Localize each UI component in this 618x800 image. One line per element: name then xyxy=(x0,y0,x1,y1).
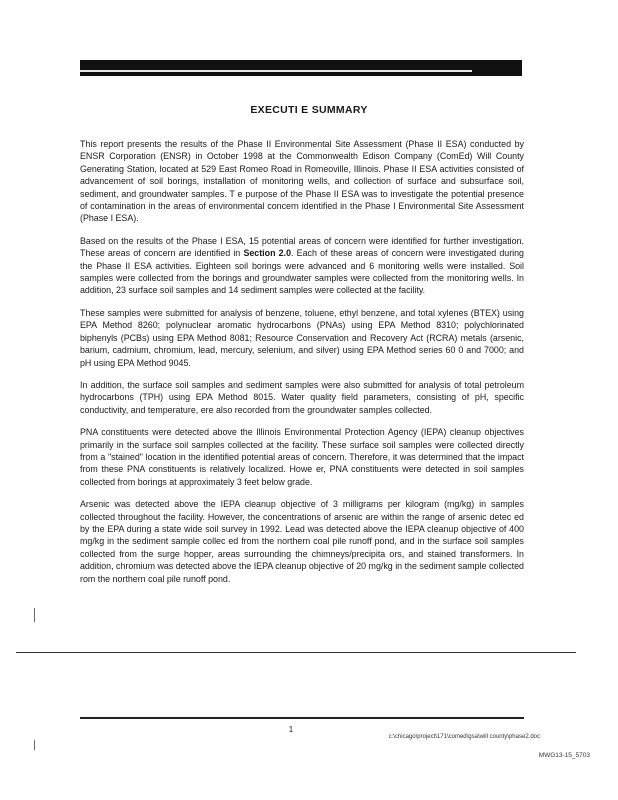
margin-mark xyxy=(34,740,35,750)
page-title: EXECUTI E SUMMARY xyxy=(250,104,368,116)
paragraph-text: . Each of these areas of concern were investigated during the Phase II ESA activities. Eighteen soil borings were advanced and 6 monitoring wells were installed. Soil samples were collected from the borings and groundwater samples were collected from the monitoring wells. In addition, 23 surface soil samples and 14 sediment samples were collected at the facility. xyxy=(80,248,524,296)
header-bar-streak xyxy=(80,70,472,72)
margin-mark xyxy=(34,608,35,622)
paragraph-text: This report presents the results of the Phase II Environmental Site Assessment (Phase II ESA) conducted by ENSR Corporation (ENSR) in October 1998 at the Commonwealth Edison Company (ComEd) Will County Generating Station, located at 529 East Romeo Road in Romeoville, Illinois. Phase II ESA activities consisted of advancement of soil borings, installation of monitoring wells, and collection of surface and subsurface soil, sediment, and groundwater samples. T e purpose of the Phase II ESA was to investigate the potential presence of contamination in the areas of environmental concern identified in the Phase I Environmental Site Assessment (Phase I ESA). xyxy=(80,139,524,224)
document-id: MWG13-15_5703 xyxy=(538,752,590,759)
paragraph-text: PNA constituents were detected above the Illinois Environmental Protection Agency (IEPA) cleanup objectives primarily in the surface soil samples collected at the facility. These surface soil samples were collected directly from a "stained" location in the identified potential areas of concern. Therefore, it was determined that the impact from these PNA constituents is relatively localized. Howe er, PNA constituents were detected in soil samples collected from borings at approximately 3 feet below grade. xyxy=(80,427,524,487)
paragraph-intro xyxy=(80,138,524,225)
footer-rule xyxy=(80,717,524,719)
top-header-bar xyxy=(80,60,522,76)
paragraph-text: In addition, the surface soil samples and sediment samples were also submitted for analysis of total petroleum hydrocarbons (TPH) using EPA Method 8015. Water quality field parameters, consisting of pH, specific conductivity, and temperature, ere also recorded from the groundwater samples collected. xyxy=(80,379,524,415)
file-path: c:\chicago\project\171\comed\gsa\will county\phase2.doc xyxy=(388,734,540,740)
paragraph-pna-results xyxy=(80,426,524,488)
paragraph-areas-of-concern xyxy=(80,235,524,297)
paragraph-text: Arsenic was detected above the IEPA cleanup objective of 3 milligrams per kilogram (mg/kg) in samples collected throughout the facility. However, the concentrations of arsenic are within the range of arsenic detec ed by the EPA during a state wide soil survey in 1992. Lead was detected above the IEPA cleanup objective of 400 mg/kg in the sediment sample collec ed from the northern coal pile runoff pond, and in the surface soil samples collected from the surge hopper, areas surrounding the chimneys/precipita ors, and stained transformers. In addition, chromium was detected above the IEPA cleanup objective of 20 mg/kg in the sediment sample collected rom the northern coal pile runoff pond. xyxy=(80,499,524,584)
paragraph-text: Based on the results of the Phase I ESA, 15 potential areas of concern were identified for further investigation. These areas of concern are identified in xyxy=(80,235,524,259)
paragraph-text: These samples were submitted for analysis of benzene, toluene, ethyl benzene, and total xylenes (BTEX) using EPA Method 8260; polynuclear aromatic hydrocarbons (PNAs) using EPA Method 8310; polychlorinated biphenyls (PCBs) using EPA Method 8081; Resource Conservation and Recovery Act (RCRA) metals (arsenic, barium, cadmium, chromium, lead, mercury, selenium, and silver) using EPA Method series 60 0 and 7000; and pH using EPA Method 9045. xyxy=(80,307,524,368)
section-reference: Section 2.0 xyxy=(243,248,292,259)
document-body xyxy=(80,138,524,595)
page-number: 1 xyxy=(288,725,294,734)
paragraph-analysis-methods xyxy=(80,307,524,369)
paragraph-metals-results xyxy=(80,498,524,585)
scan-strike-line xyxy=(16,652,576,653)
paragraph-tph-analysis xyxy=(80,379,524,416)
